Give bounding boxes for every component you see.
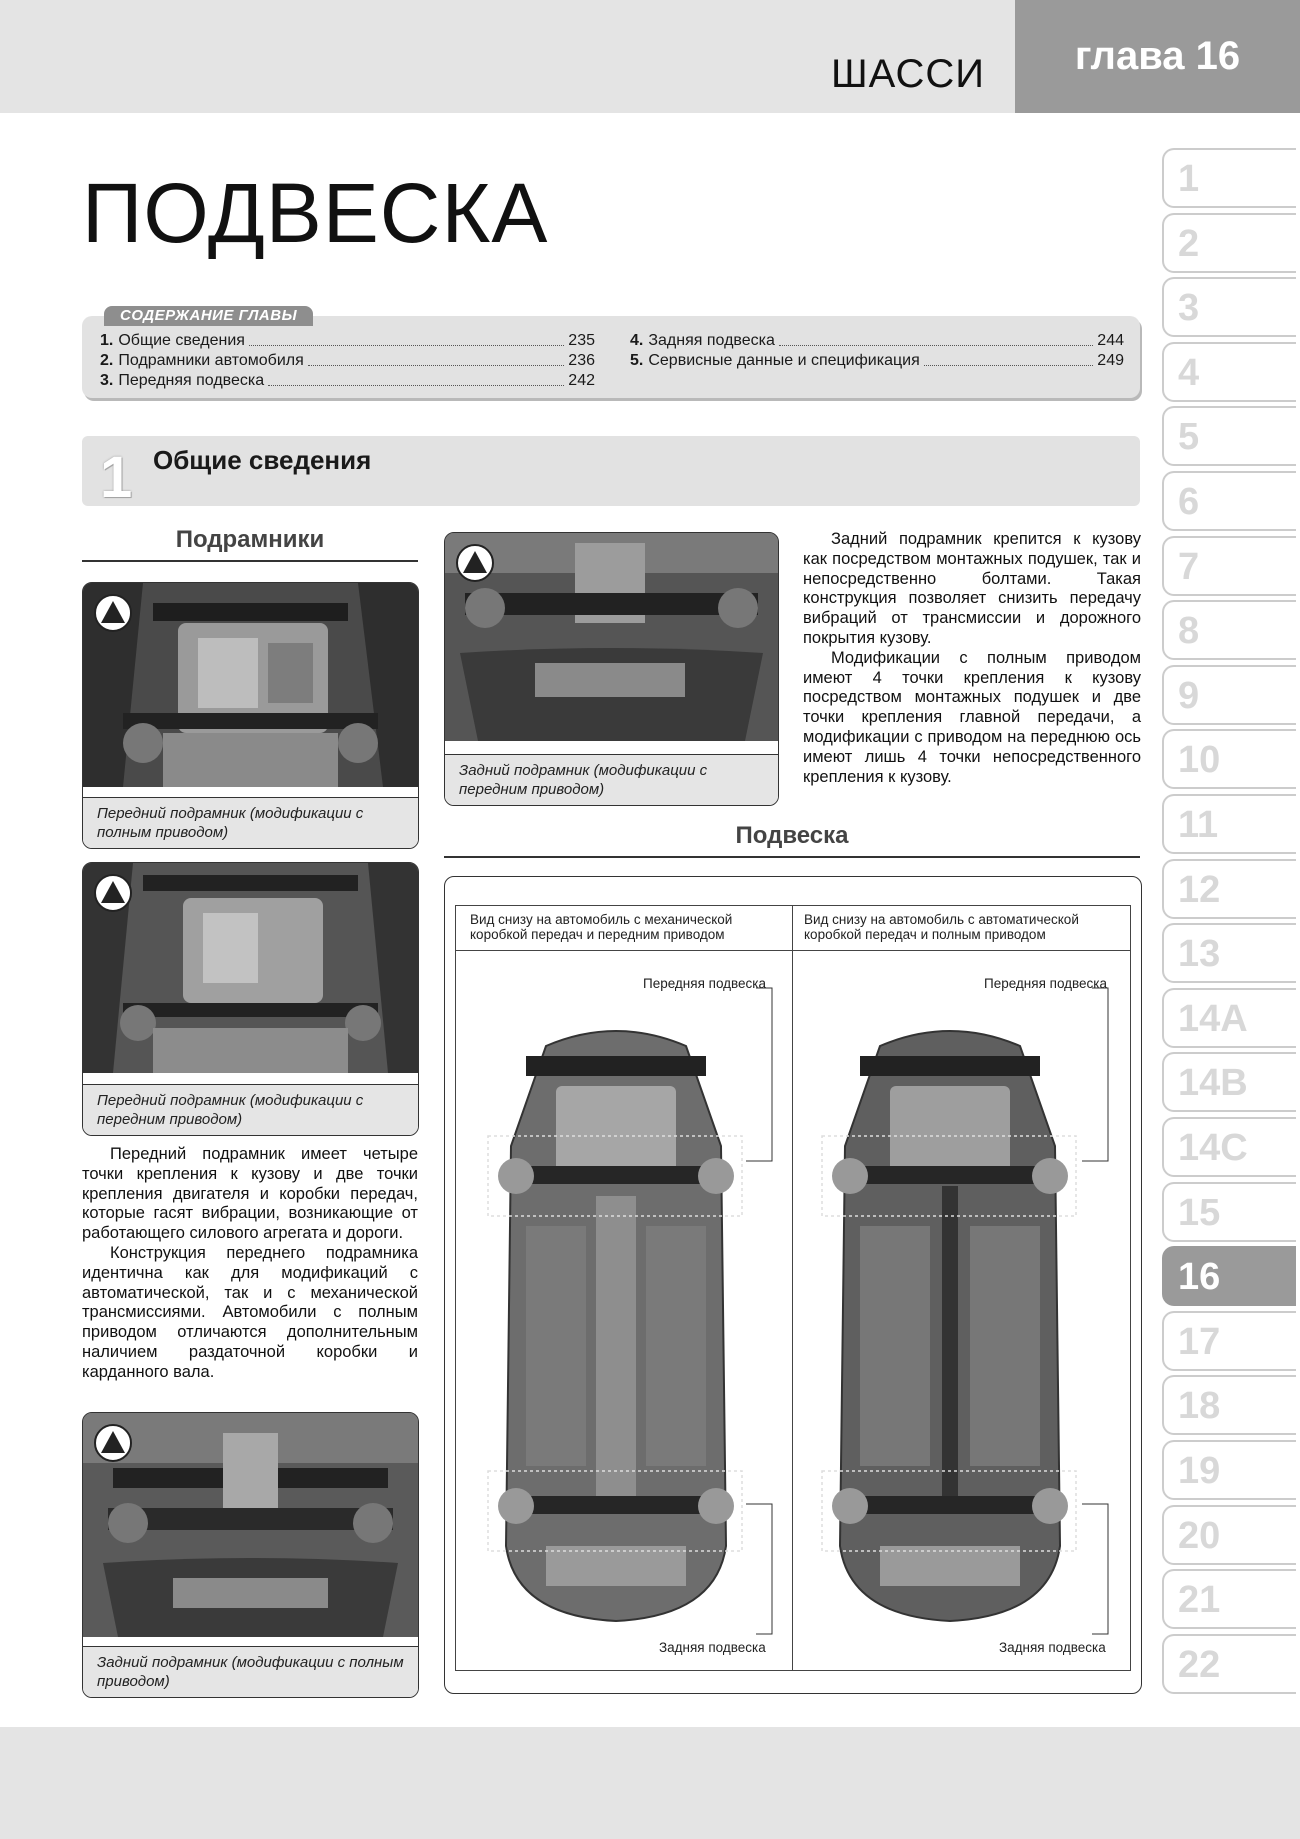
chapter-tab-11[interactable]: 11 xyxy=(1162,794,1296,854)
suspension-heading: Подвеска xyxy=(444,822,1140,858)
contents-item-page: 242 xyxy=(568,372,595,389)
contents-item-page: 235 xyxy=(568,332,595,349)
contents-item[interactable] xyxy=(630,331,1124,351)
chapter-tab-14b[interactable]: 14B xyxy=(1162,1052,1296,1112)
chapter-tab-1[interactable]: 1 xyxy=(1162,148,1296,208)
chapter-tab-18[interactable]: 18 xyxy=(1162,1375,1296,1435)
front-subframe-text xyxy=(82,1145,418,1383)
rear-subframe-awd-photo xyxy=(83,1413,418,1637)
section-heading: Общие сведения xyxy=(153,445,372,475)
chapter-tab-14a[interactable]: 14A xyxy=(1162,988,1296,1048)
chapter-tab-16[interactable]: 16 xyxy=(1162,1246,1296,1306)
paragraph: Модификации с полным приводом имеют 4 точки крепления к кузову посредством монтажных подушек и две точки крепления главной передачи, а модификации с приводом на переднюю ось имеют лишь 4 точки непосредственного крепления к кузову. xyxy=(803,648,1141,786)
contents-item-page: 236 xyxy=(568,352,595,369)
contents-item-label: Подрамники автомобиля xyxy=(118,352,304,369)
subframe-illustration xyxy=(83,583,418,787)
left-view-heading: Вид снизу на автомобиль с механической коробкой передач и передним приводом xyxy=(470,912,733,942)
subframes-heading: Подрамники xyxy=(82,526,418,562)
front-suspension-label: Передняя подвеска xyxy=(984,976,1108,991)
figure-rear-subframe-fwd xyxy=(444,532,779,806)
chapter-tab-10[interactable]: 10 xyxy=(1162,729,1296,789)
figure-rear-subframe-awd xyxy=(82,1412,419,1698)
rear-suspension-label: Задняя подвеска xyxy=(999,1640,1106,1655)
chapter-tab-7[interactable]: 7 xyxy=(1162,536,1296,596)
figure-caption: Передний подрамник (модификации с полным приводом) xyxy=(83,797,418,848)
right-view-heading: Вид снизу на автомобиль с автоматической коробкой передач и полным приводом xyxy=(804,912,1079,942)
leader-lines xyxy=(456,906,1130,1670)
contents-item-number: 1. xyxy=(100,332,114,349)
paragraph: Конструкция переднего подрамника идентична как для модификаций с автоматической, так и с механической трансмиссиями. Автомобили с полным приводом отличаются дополнительным наличием раздаточной коробки и карданного вала. xyxy=(82,1243,418,1381)
contents-item-label: Общие сведения xyxy=(118,332,245,349)
contents-item[interactable] xyxy=(630,351,1124,371)
contents-item-number: 5. xyxy=(630,352,644,369)
subframe-illustration xyxy=(83,1413,418,1637)
contents-badge: СОДЕРЖАНИЕ ГЛАВЫ xyxy=(104,306,313,326)
chapter-tab-5[interactable]: 5 xyxy=(1162,406,1296,466)
chapter-tab-3[interactable]: 3 xyxy=(1162,277,1296,337)
chapter-tab-9[interactable]: 9 xyxy=(1162,665,1296,725)
subframe-illustration xyxy=(83,863,418,1073)
contents-left-column xyxy=(100,331,595,391)
contents-right-column xyxy=(630,331,1124,371)
page-title: ПОДВЕСКА xyxy=(82,166,549,260)
contents-leader xyxy=(308,351,565,366)
contents-item-number: 4. xyxy=(630,332,644,349)
contents-item-page: 249 xyxy=(1097,352,1124,369)
contents-item[interactable] xyxy=(100,351,595,371)
paragraph: Задний подрамник крепится к кузову как посредством монтажных подушек, так и непосредственно болтами. Такая конструкция позволяет снизить передачу вибраций от трансмиссии и дорожного покрытия кузову. xyxy=(803,530,1141,647)
rear-subframe-text xyxy=(803,530,1141,787)
page-footer xyxy=(0,1727,1300,1839)
chapter-tab-8[interactable]: 8 xyxy=(1162,600,1296,660)
contents-leader xyxy=(249,331,564,346)
figure-caption: Передний подрамник (модификации с передним приводом) xyxy=(83,1084,418,1135)
contents-item-label: Сервисные данные и спецификация xyxy=(648,352,920,369)
contents-item-label: Задняя подвеска xyxy=(648,332,775,349)
chapter-tab-21[interactable]: 21 xyxy=(1162,1569,1296,1629)
contents-item-number: 3. xyxy=(100,372,114,389)
rear-suspension-label: Задняя подвеска xyxy=(659,1640,766,1655)
contents-leader xyxy=(268,371,564,386)
contents-leader xyxy=(779,331,1093,346)
publisher-logo-icon xyxy=(93,873,133,913)
front-subframe-awd-photo xyxy=(83,583,418,787)
chapter-tab-20[interactable]: 20 xyxy=(1162,1505,1296,1565)
chapter-tab-2[interactable]: 2 xyxy=(1162,213,1296,273)
rear-subframe-fwd-photo xyxy=(445,533,778,741)
contents-item[interactable] xyxy=(100,331,595,351)
figure-front-subframe-fwd xyxy=(82,862,419,1136)
section-title: ШАССИ xyxy=(831,52,985,96)
publisher-logo-icon xyxy=(93,1423,133,1463)
publisher-logo-icon xyxy=(455,543,495,583)
contents-item[interactable] xyxy=(100,371,595,391)
chapter-tab-12[interactable]: 12 xyxy=(1162,859,1296,919)
contents-item-number: 2. xyxy=(100,352,114,369)
chapter-label: глава 16 xyxy=(1015,0,1300,113)
chapter-tab-22[interactable]: 22 xyxy=(1162,1634,1296,1694)
contents-leader xyxy=(924,351,1094,366)
chapter-tab-13[interactable]: 13 xyxy=(1162,923,1296,983)
section-number: 1 xyxy=(100,445,133,510)
front-suspension-label: Передняя подвеска xyxy=(643,976,767,991)
suspension-diagram xyxy=(444,876,1142,1694)
paragraph: Передний подрамник имеет четыре точки крепления к кузову и две точки крепления двигателя и коробки передач, которые гасят вибрации, возникающие от работающего силового агрегата и дороги. xyxy=(82,1145,418,1243)
chapter-tab-17[interactable]: 17 xyxy=(1162,1311,1296,1371)
figure-caption: Задний подрамник (модификации с передним приводом) xyxy=(445,754,778,805)
chapter-tab-4[interactable]: 4 xyxy=(1162,342,1296,402)
diagram-frame xyxy=(455,905,1131,1671)
chapter-tab-19[interactable]: 19 xyxy=(1162,1440,1296,1500)
chapter-tab-14c[interactable]: 14C xyxy=(1162,1117,1296,1177)
publisher-logo-icon xyxy=(93,593,133,633)
page-header xyxy=(0,0,1300,113)
chapter-tab-6[interactable]: 6 xyxy=(1162,471,1296,531)
contents-item-label: Передняя подвеска xyxy=(118,372,265,389)
front-subframe-fwd-photo xyxy=(83,863,418,1073)
chapter-tab-15[interactable]: 15 xyxy=(1162,1182,1296,1242)
contents-item-page: 244 xyxy=(1097,332,1124,349)
figure-front-subframe-awd xyxy=(82,582,419,849)
figure-caption: Задний подрамник (модификации с полным приводом) xyxy=(83,1646,418,1697)
